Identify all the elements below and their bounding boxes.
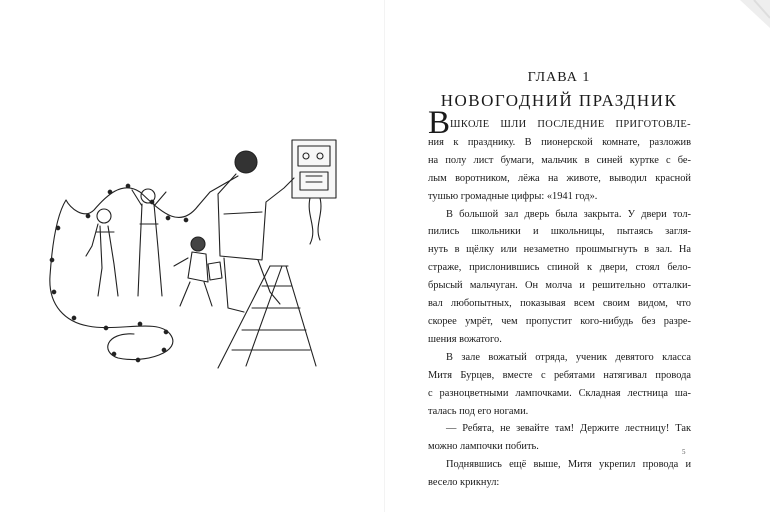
text-line: В большой зал дверь была закрыта. У двери тол- [446, 208, 691, 220]
text-line: с разноцветными лампочками. Складная лестница ша- [428, 387, 691, 399]
text-line: Поднявшись ещё выше, Митя укрепил провода и [446, 459, 691, 471]
illustration [48, 136, 348, 376]
text-line: нуть в щёлку или незаметно прошмыгнуть в зал. На [428, 244, 691, 256]
text-line: на полу лист бумаги, мальчик в синей куртке с бе- [428, 154, 691, 166]
first-line-text: ШКОЛЕ ШЛИ ПОСЛЕДНИЕ ПРИГОТОВЛЕ- [450, 119, 691, 130]
text-line: Митя Бурцев, вместе с ребятами натягивал провода [428, 369, 691, 381]
text-line: лым воротником, лёжа на животе, выводил красной [428, 172, 691, 184]
page-number: 5 [682, 448, 686, 456]
page-curl-icon [740, 0, 770, 36]
chapter-label: ГЛАВА 1 [527, 70, 591, 85]
text-line: талась под его ногами. [428, 405, 529, 417]
text-line: пились школьники и школьницы, пытаясь загля- [428, 226, 691, 238]
text-line: ния к празднику. В пионерской комнате, разложив [428, 136, 691, 148]
text-line: В зале вожатый отряда, ученик девятого класса [446, 351, 691, 363]
text-line: можно лампочки побить. [428, 441, 539, 453]
text-line: страже, прислонившись спиной к двери, стоял бело- [428, 262, 691, 274]
chapter-title: НОВОГОДНИЙ ПРАЗДНИК [440, 91, 678, 110]
text-line: тушью громадные цифры: «1941 год». [428, 190, 598, 202]
body-text [428, 105, 691, 492]
text-line: скорее умрёт, чем пропустит кого-нибудь без разре- [428, 315, 691, 327]
text-line: вал любопытных, показывая всем своим видом, что [428, 298, 691, 310]
text-line: шения вожатого. [428, 333, 502, 345]
drop-cap: В [428, 105, 451, 141]
first-line [428, 105, 691, 141]
text-line: брысый мальчуган. Он молча и решительно отталки- [428, 280, 691, 292]
text-line: — Ребята, не зевайте там! Держите лестницу! Так [446, 423, 691, 435]
text-line: весело крикнул: [428, 477, 500, 489]
